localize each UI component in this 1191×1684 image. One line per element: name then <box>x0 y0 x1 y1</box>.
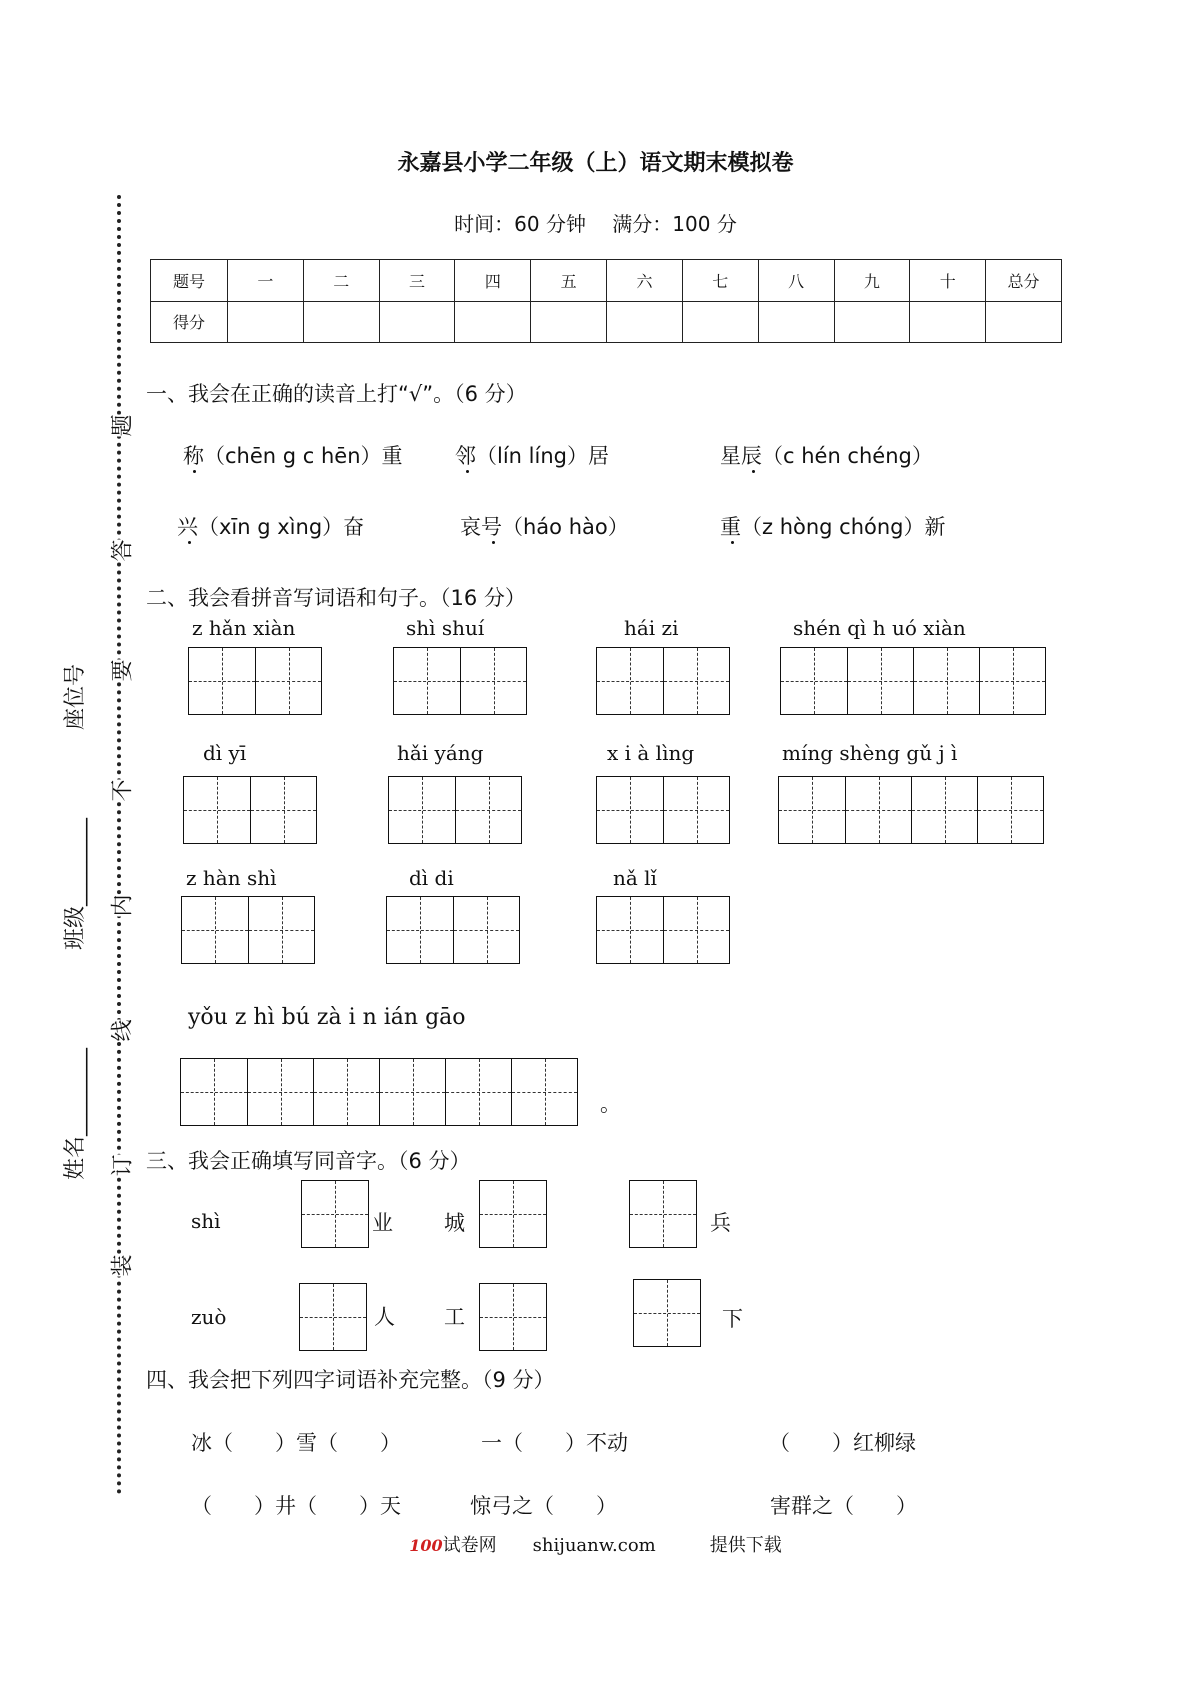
score-input-cell[interactable] <box>379 301 455 343</box>
pinyin-prompt: nǎ lǐ <box>613 866 657 890</box>
score-input-cell[interactable] <box>986 301 1062 343</box>
class-field[interactable]: 班级________ <box>63 817 88 950</box>
homophone-word: 工 <box>444 1305 465 1329</box>
score-header-cell: 十 <box>910 260 986 302</box>
binding-char: 订 <box>106 1154 137 1176</box>
writing-grid[interactable] <box>393 647 527 715</box>
pinyin-prompt: z hǎn xiàn <box>192 616 296 640</box>
writing-grid[interactable] <box>596 776 730 844</box>
binding-char: 装 <box>106 1254 137 1276</box>
homophone-box[interactable] <box>301 1180 369 1248</box>
score-header-cell: 九 <box>834 260 910 302</box>
score-input-cell[interactable] <box>228 301 304 343</box>
score-header-cell: 题号 <box>151 260 228 302</box>
pinyin-prompt: hái zi <box>624 616 679 640</box>
sentence-period: 。 <box>600 1092 621 1116</box>
score-input-cell[interactable] <box>682 301 758 343</box>
pinyin-prompt: míng shèng gǔ j ì <box>782 741 958 765</box>
score-header-cell: 六 <box>607 260 683 302</box>
pinyin-prompt: shì shuí <box>406 616 485 640</box>
homophone-word: 下 <box>722 1307 743 1331</box>
score-header-cell: 三 <box>379 260 455 302</box>
score-input-cell[interactable] <box>910 301 986 343</box>
exam-info: 时间：60 分钟 满分：100 分 <box>454 212 737 236</box>
idiom-item[interactable]: 冰（ ）雪（ ） <box>191 1431 401 1455</box>
score-input-cell[interactable] <box>455 301 531 343</box>
pinyin-prompt: z hàn shì <box>186 866 277 890</box>
score-input-cell[interactable] <box>303 301 379 343</box>
homophone-pinyin: shì <box>191 1209 221 1233</box>
writing-grid[interactable] <box>183 776 317 844</box>
writing-grid[interactable] <box>596 896 730 964</box>
section-3-heading: 三、我会正确填写同音字。（6 分） <box>146 1149 471 1173</box>
binding-char: 线 <box>106 1019 137 1041</box>
writing-grid[interactable] <box>596 647 730 715</box>
pinyin-prompt: x i à lìng <box>607 741 695 765</box>
pronunciation-item[interactable]: 哀号（háo hào） <box>460 515 629 539</box>
writing-grid[interactable] <box>388 776 522 844</box>
score-header-cell: 八 <box>758 260 834 302</box>
sentence-grid[interactable] <box>180 1058 578 1126</box>
idiom-item[interactable]: （ ）井（ ）天 <box>191 1494 401 1518</box>
binding-char: 要 <box>106 659 137 681</box>
idiom-item[interactable]: 一（ ）不动 <box>481 1431 628 1455</box>
score-header-cell: 总分 <box>986 260 1062 302</box>
score-header-cell: 七 <box>682 260 758 302</box>
footer <box>0 1531 1191 1557</box>
pinyin-prompt: hǎi yáng <box>397 741 484 765</box>
section-1-heading: 一、我会在正确的读音上打“√”。（6 分） <box>146 382 527 406</box>
binding-char: 答 <box>106 539 137 561</box>
site-logo: 100 <box>409 1536 443 1555</box>
pronunciation-item[interactable]: 星辰（c hén chéng） <box>720 444 933 468</box>
homophone-pinyin: zuò <box>191 1305 227 1329</box>
idiom-item[interactable]: 害群之（ ） <box>770 1494 917 1518</box>
name-field[interactable]: 姓名________ <box>63 1047 88 1180</box>
score-input-cell[interactable] <box>758 301 834 343</box>
homophone-box[interactable] <box>479 1180 547 1248</box>
pinyin-prompt: dì yī <box>203 741 247 765</box>
score-table-score-row <box>151 301 1062 343</box>
section-4-heading: 四、我会把下列四字词语补充完整。（9 分） <box>146 1368 555 1392</box>
score-row-label: 得分 <box>151 301 228 343</box>
homophone-box[interactable] <box>633 1279 701 1347</box>
sentence-pinyin: yǒu z hì bú zà i n ián gāo <box>188 1005 466 1030</box>
binding-char: 题 <box>106 414 137 436</box>
section-2-heading: 二、我会看拼音写词语和句子。（16 分） <box>146 586 526 610</box>
writing-grid[interactable] <box>386 896 520 964</box>
score-header-cell: 一 <box>228 260 304 302</box>
score-table <box>150 259 1062 343</box>
page-title: 永嘉县小学二年级（上）语文期末模拟卷 <box>397 151 794 176</box>
homophone-word: 业 <box>372 1211 393 1235</box>
score-table-header-row <box>151 260 1062 302</box>
score-input-cell[interactable] <box>834 301 910 343</box>
idiom-item[interactable]: （ ）红柳绿 <box>769 1431 916 1455</box>
pinyin-prompt: shén qì h uó xiàn <box>793 616 966 640</box>
score-input-cell[interactable] <box>607 301 683 343</box>
idiom-item[interactable]: 惊弓之（ ） <box>470 1494 617 1518</box>
score-header-cell: 二 <box>303 260 379 302</box>
writing-grid[interactable] <box>778 776 1044 844</box>
binding-char: 不 <box>106 779 137 801</box>
homophone-box[interactable] <box>299 1283 367 1351</box>
binding-line <box>117 195 121 1495</box>
pinyin-prompt: dì di <box>409 866 454 890</box>
pronunciation-item[interactable]: 重（z hòng chóng）新 <box>720 515 946 539</box>
pronunciation-item[interactable]: 邻（lín líng）居 <box>455 444 609 468</box>
homophone-box[interactable] <box>629 1180 697 1248</box>
homophone-word: 兵 <box>710 1211 731 1235</box>
pronunciation-item[interactable]: 兴（xīn g xìng）奋 <box>177 515 365 539</box>
score-header-cell: 五 <box>531 260 607 302</box>
homophone-word: 城 <box>444 1211 465 1235</box>
footer-text[interactable]: 试卷网 shijuanw.com 提供下载 <box>442 1535 782 1556</box>
seat-number-field[interactable]: 座位号 <box>63 663 88 730</box>
pronunciation-item[interactable]: 称（chēn g c hēn）重 <box>183 444 403 468</box>
homophone-word: 人 <box>374 1305 395 1329</box>
writing-grid[interactable] <box>188 647 322 715</box>
score-header-cell: 四 <box>455 260 531 302</box>
score-input-cell[interactable] <box>531 301 607 343</box>
binding-char: 内 <box>106 894 137 916</box>
homophone-box[interactable] <box>479 1283 547 1351</box>
writing-grid[interactable] <box>181 896 315 964</box>
writing-grid[interactable] <box>780 647 1046 715</box>
